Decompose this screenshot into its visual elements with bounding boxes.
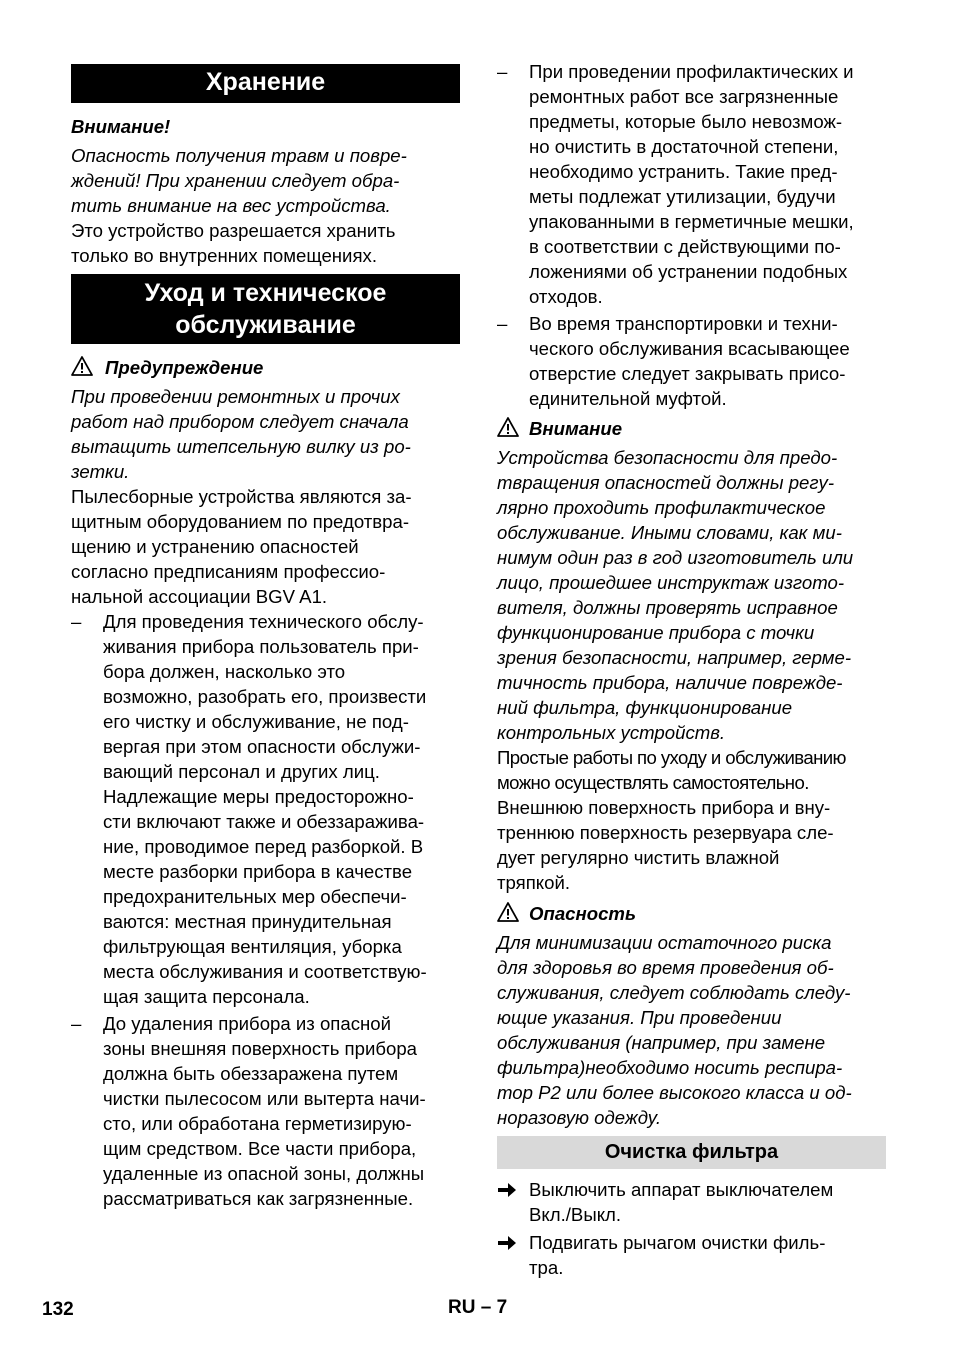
text-line: лярно проходить профилактическое [497,497,826,518]
text-line: вителя, должны проверять исправное [497,597,838,618]
text-line: удаленные из опасной зоны, должны [103,1163,425,1184]
text-line: Это устройство разрешается хранить [71,220,396,241]
danger-text [497,930,886,1130]
text-line: сто, или обработана герметизирую- [103,1113,412,1134]
text-line: ваются: местная принудительная [103,911,392,932]
warning-text [71,384,460,484]
text-line: бора должен, насколько это [103,661,346,682]
text-line: возможно, разобрать его, произвести [103,686,427,707]
warning-triangle-icon [71,356,93,376]
text-line: Подвигать рычагом очистки филь- [529,1232,826,1253]
warning-triangle-icon [497,902,519,922]
text-line: щая защита персонала. [103,986,310,1007]
bullet-dash: – [71,611,82,632]
text-line: Устройства безопасности для предо- [497,447,838,468]
arrow-right-icon [497,1233,517,1253]
bullet-dash: – [497,313,508,334]
text-line: ние, проводимое перед разборкой. В [103,836,424,857]
text-line: дует регулярно чистить влажной [497,847,780,868]
page-label: RU – 7 [448,1297,508,1318]
text-line: рассматриваться как загрязненные. [103,1188,414,1209]
text-line: отходов. [529,286,603,307]
text-line: согласно предписаниям профессио- [71,561,386,582]
step-switch-off [529,1177,886,1227]
text-line: единительной муфтой. [529,388,727,409]
text-line: Для проведения технического обслу- [103,611,424,632]
storage-heading: Хранение [71,64,460,103]
warning-title: Предупреждение [105,357,264,378]
text-line: в соответствии с действующими по- [529,236,841,257]
text-line: нальной ассоциации BGV A1. [71,586,328,607]
text-line: При проведении ремонтных и прочих [71,386,400,407]
text-line: сти включают также и обеззаражива- [103,811,425,832]
bullet-contaminated-items [529,59,886,309]
text-line: тичность прибора, наличие поврежде- [497,672,843,693]
text-line: служивания, следует соблюдать следу- [497,982,851,1003]
bullet-disassembly [103,609,460,1009]
text-line: ложениями об устранении подобных [529,261,848,282]
text-line: зоны внешняя поверхность прибора [103,1038,418,1059]
bullet-dash: – [497,61,508,82]
text-line: тра. [529,1257,564,1278]
text-line: треннюю поверхность резервуара сле- [497,822,834,843]
text-line: Внешнюю поверхность прибора и вну- [497,797,831,818]
text-line: работ над прибором следует сначала [71,411,409,432]
text-line: Простые работы по уходу и обслуживанию [497,747,846,768]
text-line: ющие указания. При проведении [497,1007,782,1028]
text-line: ремонтных работ все загрязненные [529,86,839,107]
cleaning-paragraph [497,795,886,895]
danger-title: Опасность [529,903,637,924]
storage-caution-title: Внимание! [71,116,171,137]
text-line: Во время транспортировки и техни- [529,313,838,334]
intro-paragraph [71,484,460,609]
text-line: можно осуществлять самостоятельно. [497,772,809,793]
text-line: отверстие следует закрывать присо- [529,363,846,384]
storage-body [71,218,460,268]
text-line: зрения безопасности, например, герме- [497,647,852,668]
text-line: должна быть обеззаражена путем [103,1063,399,1084]
care-maintenance-heading: Уход и техническое обслуживание [71,274,460,344]
text-line: вающий персонал и других лиц. [103,761,380,782]
text-line: для здоровья во время проведения об- [497,957,834,978]
text-line: обслуживания (например, при замене [497,1032,826,1053]
arrow-right-icon [497,1180,517,1200]
text-line: Выключить аппарат выключателем [529,1179,834,1200]
text-line: щим средством. Все части прибора, [103,1138,417,1159]
text-line: При проведении профилактических и [529,61,854,82]
text-line: только во внутренних помещениях. [71,245,377,266]
text-line: ждений! При хранении следует обра- [71,170,400,191]
text-line: обслуживание. Иными словами, как ми- [497,522,842,543]
text-line: тить внимание на вес устройства. [71,195,391,216]
text-line: вергая при этом опасности обслужи- [103,736,421,757]
text-line: живания прибора пользователь при- [103,636,419,657]
text-line: ческого обслуживания всасывающее [529,338,850,359]
text-line: Опасность получения травм и повре- [71,145,407,166]
text-line: его чистку и обслуживание, не под- [103,711,409,732]
text-line: меты подлежат утилизации, будучи [529,186,836,207]
text-line: чистки пылесосом или вытерта начи- [103,1088,426,1109]
text-line: контрольных устройств. [497,722,726,743]
text-line: лицо, прошедшее инструктаж изгото- [497,572,845,593]
text-line: Для минимизации остаточного риска [497,932,832,953]
text-line: нимум один раз в год изготовитель или [497,547,854,568]
text-line: Вкл./Выкл. [529,1204,622,1225]
text-line: предохранительных мер обеспечи- [103,886,407,907]
text-line: упакованными в герметичные мешки, [529,211,854,232]
bullet-decontamination [103,1011,460,1211]
text-line: До удаления прибора из опасной [103,1013,392,1034]
storage-caution-text [71,143,460,218]
caution-text [497,445,886,745]
text-line: щитным оборудованием по предотвра- [71,511,410,532]
filter-cleaning-heading: Очистка фильтра [497,1136,886,1169]
text-line: тор P2 или более высокого класса и од- [497,1082,852,1103]
text-line: необходимо устранить. Такие пред- [529,161,838,182]
page-number: 132 [42,1299,74,1320]
bullet-dash: – [71,1013,82,1034]
text-line: места обслуживания и соответствую- [103,961,427,982]
text-line: норазовую одежду. [497,1107,661,1128]
text-line: зетки. [71,461,130,482]
text-line: функционирование прибора с точки [497,622,815,643]
text-line: фильтра)необходимо носить респира- [497,1057,843,1078]
warning-triangle-icon [497,417,519,437]
text-line: фильтрующая вентиляция, уборка [103,936,402,957]
text-line: предметы, которые было невозмож- [529,111,843,132]
text-line: месте разборки прибора в качестве [103,861,413,882]
text-line: твращения опасностей должны регу- [497,472,835,493]
simple-work-paragraph [497,745,886,795]
text-line: тряпкой. [497,872,571,893]
text-line: но очистить в достаточной степени, [529,136,839,157]
caution-title: Внимание [529,418,623,439]
text-line: щению и устранению опасностей [71,536,359,557]
text-line: Пылесборные устройства являются за- [71,486,412,507]
step-filter-lever [529,1230,886,1280]
text-line: вытащить штепсельную вилку из ро- [71,436,411,457]
text-line: ний фильтра, функционирование [497,697,793,718]
bullet-transport [529,311,886,411]
text-line: Надлежащие меры предосторожно- [103,786,414,807]
